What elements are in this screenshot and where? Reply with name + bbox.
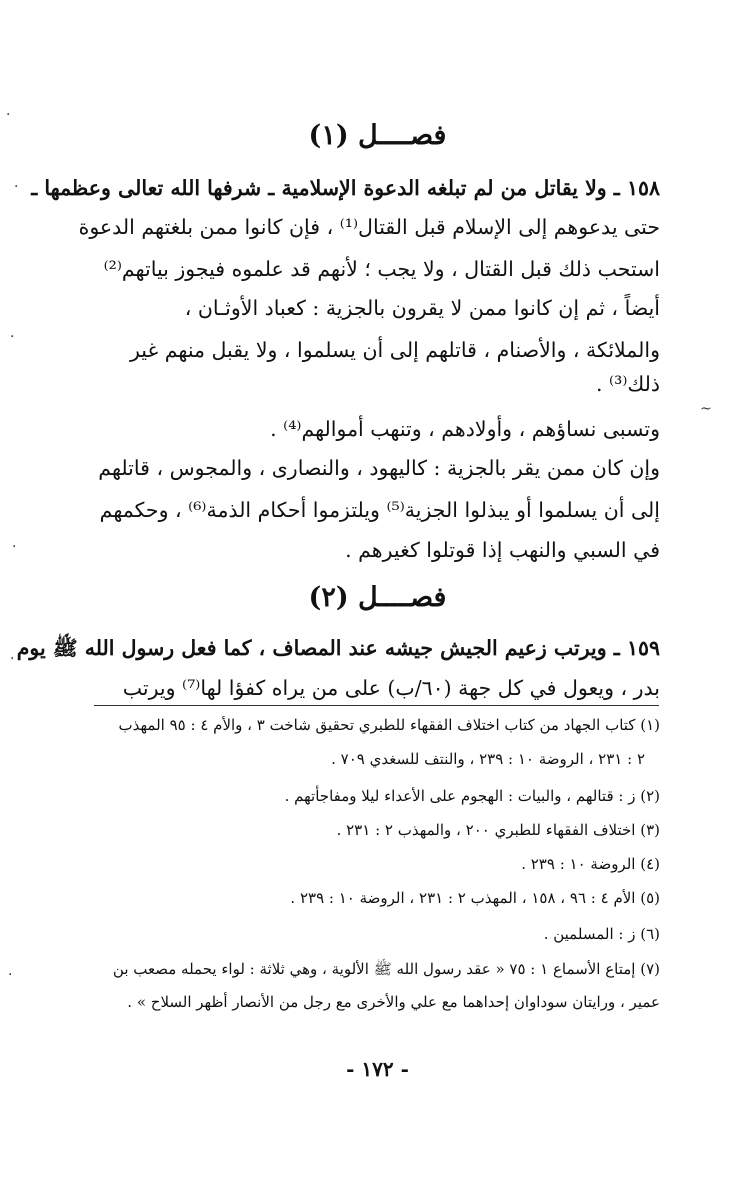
section-1-line-1 bbox=[31, 178, 660, 199]
footnote-1-continued: ٢ : ٢٣١ ، الروضة ١٠ : ٢٣٩ ، والنتف للسغدي ٧٠٩ . bbox=[331, 750, 645, 768]
footnote-7: (٧) إمتاع الأسماع ١ : ٧٥ « عقد رسول الله ﷺ الألوية ، وهي ثلاثة : لواء يحمله مصعب بن bbox=[112, 960, 660, 978]
section-1-line-2: حتى يدعوهم إلى الإسلام قبل القتال⁽¹⁾ ، فإن كانوا ممن بلغتهم الدعوة bbox=[78, 215, 660, 239]
section-1-line-5: والملائكة ، والأصنام ، قاتلهم إلى أن يسلموا ، ولا يقبل منهم غير bbox=[130, 338, 660, 362]
section-2-line-2: بدر ، ويعول في كل جهة (٦٠/ب) على من يراه كفؤا لها⁽⁷⁾ ويرتب bbox=[122, 676, 660, 700]
section-2-line-1 bbox=[17, 638, 660, 659]
footnote-3: (٣) اختلاف الفقهاء للطبري ٢٠٠ ، والمهذب ٢ : ٢٣١ . bbox=[336, 821, 660, 839]
section-1-line-9: إلى أن يسلموا أو يبذلوا الجزية⁽⁵⁾ ويلتزموا أحكام الذمة⁽⁶⁾ ، وحكمهم bbox=[99, 498, 660, 522]
footnote-7-continued: عمير ، ورايتان سوداوان إحداهما مع علي والأخرى مع رجل من الأنصار أظهر السلاح » . bbox=[127, 993, 660, 1011]
margin-speck: · bbox=[8, 967, 13, 983]
section-1-line-6: ذلك⁽³⁾ . bbox=[596, 372, 660, 396]
section-1-line-4: أيضاً ، ثم إن كانوا ممن لا يقرون بالجزية : كعباد الأوثـان ، bbox=[184, 296, 660, 320]
paragraph-number: ١٥٩ bbox=[626, 636, 660, 660]
section-1-line-7: وتسبى نساؤهم ، وأولادهم ، وتنهب أموالهم⁽⁴⁾ . bbox=[270, 417, 660, 441]
footnote-divider bbox=[94, 705, 659, 706]
margin-speck: · bbox=[14, 179, 19, 195]
footnote-1: (١) كتاب الجهاد من كتاب اختلاف الفقهاء للطبري تحقيق شاخت ٣ ، والأم ٤ : ٩٥ المهذب bbox=[118, 716, 660, 734]
section-1-line-text: ـ ولا يقاتل من لم تبلغه الدعوة الإسلامية ـ شرفها الله تعالى وعظمها ـ bbox=[31, 176, 620, 200]
page-number: - ١٧٢ - bbox=[346, 1057, 409, 1081]
margin-speck: · bbox=[10, 651, 15, 667]
margin-speck: ~ bbox=[700, 401, 712, 417]
section-1-line-10: في السبي والنهب إذا قوتلوا كغيرهم . bbox=[345, 538, 660, 562]
footnote-5: (٥) الأم ٤ : ٩٦ ، ١٥٨ ، المهذب ٢ : ٢٣١ ، الروضة ١٠ : ٢٣٩ . bbox=[290, 889, 660, 907]
margin-speck: · bbox=[6, 107, 11, 123]
section-heading-2: فصــــل (٢) bbox=[308, 582, 447, 613]
paragraph-number: ١٥٨ bbox=[626, 176, 660, 200]
margin-speck: · bbox=[10, 329, 15, 345]
margin-speck: · bbox=[12, 539, 17, 555]
footnote-2: (٢) ز : قتالهم ، والبيات : الهجوم على الأعداء ليلا ومفاجأتهم . bbox=[284, 787, 660, 805]
footnote-4: (٤) الروضة ١٠ : ٢٣٩ . bbox=[521, 855, 660, 873]
section-2-line-text: ـ ويرتب زعيم الجيش جيشه عند المصاف ، كما فعل رسول الله ﷺ يوم bbox=[16, 636, 620, 660]
section-1-line-3: استحب ذلك قبل القتال ، ولا يجب ؛ لأنهم قد علموه فيجوز بياتهم⁽²⁾ bbox=[103, 257, 660, 281]
section-1-line-8: وإن كان ممن يقر بالجزية : كاليهود ، والنصارى ، والمجوس ، قاتلهم bbox=[98, 456, 660, 480]
footnote-6: (٦) ز : المسلمين . bbox=[543, 925, 660, 943]
section-heading-1: فصــــل (١) bbox=[308, 120, 447, 151]
